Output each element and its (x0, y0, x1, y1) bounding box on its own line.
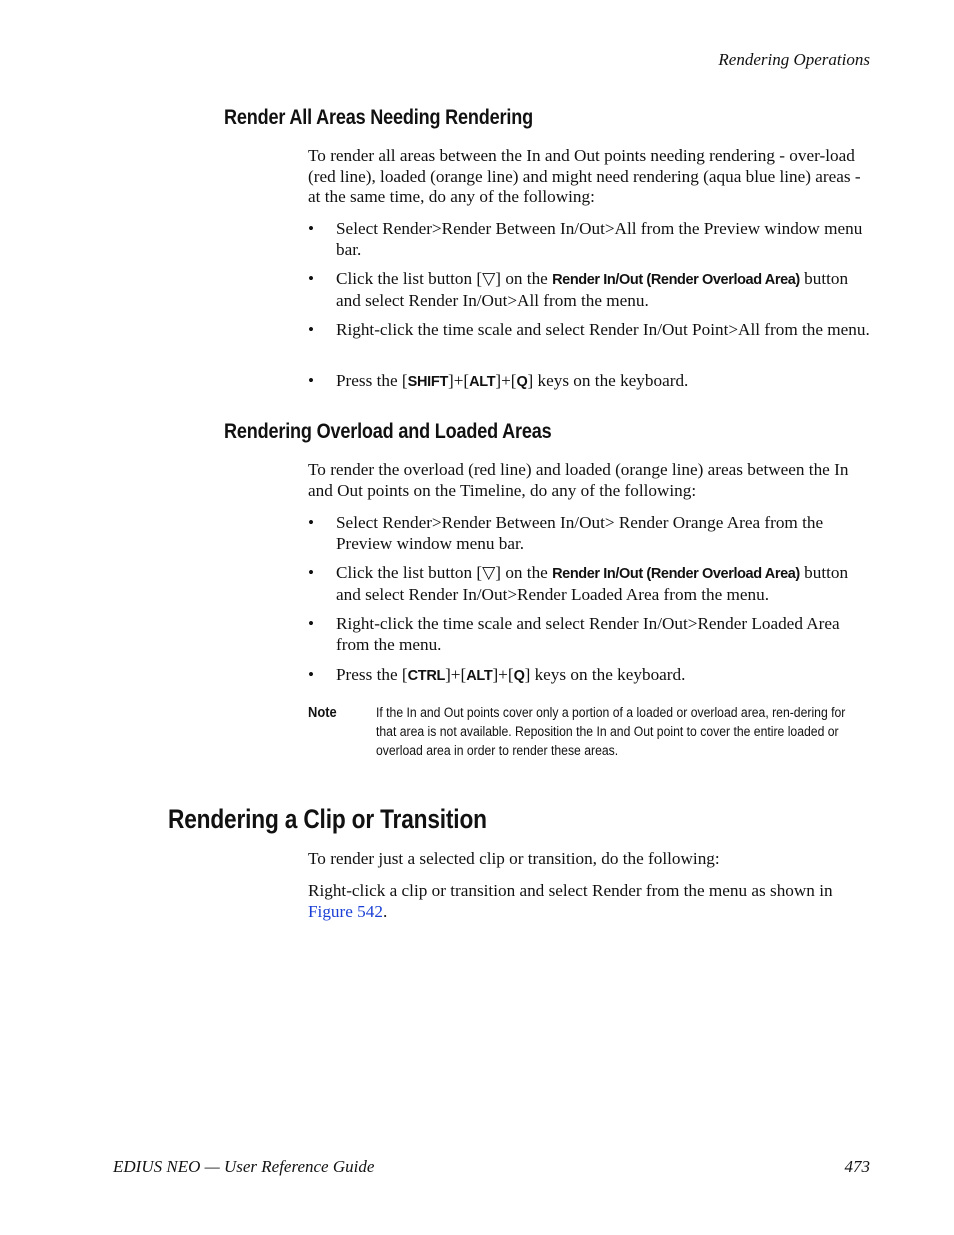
keyboard-key: SHIFT (407, 374, 448, 390)
bullet-icon: • (308, 513, 315, 532)
ui-button-name: Render In/Out (Render Overload Area) (552, 566, 800, 582)
list-item-text: Right-click the time scale and select Render In/Out Point>All from the menu. (336, 320, 870, 339)
section-heading-clip-transition: Rendering a Clip or Transition (168, 804, 487, 834)
note-label: Note (308, 704, 337, 721)
section-heading-overload-loaded: Rendering Overload and Loaded Areas (224, 420, 552, 443)
list-item-text: Click the list button [▽] on the Render In/Out (Render Overload Area) button and select Render In/Out>All from the menu. (336, 269, 849, 310)
bullet-icon: • (308, 269, 315, 288)
bullet-icon: • (308, 614, 315, 633)
keyboard-key: ALT (466, 668, 493, 684)
bullet-icon: • (308, 563, 315, 582)
page-number: 473 (844, 1157, 870, 1176)
keyboard-key: ALT (469, 374, 496, 390)
keyboard-key: Q (516, 374, 528, 390)
note-text: If the In and Out points cover only a portion of a loaded or overload area, ren-dering for that area is not available. Reposition the In and Out point to cover the entire loaded or overload area in order to render these areas. (376, 705, 846, 759)
section-heading-render-all: Render All Areas Needing Rendering (224, 106, 533, 129)
bullet-icon: • (308, 219, 315, 238)
section2-intro: To render the overload (red line) and loaded (orange line) areas between the In and Out points on the Timeline, do any of the following: (308, 460, 849, 500)
footer-guide-title: EDIUS NEO — User Reference Guide (113, 1157, 375, 1176)
keyboard-key: Q (513, 668, 525, 684)
section3-paragraph: To render just a selected clip or transition, do the following: (308, 849, 720, 868)
list-item-text: Select Render>Render Between In/Out> Render Orange Area from the Preview window menu bar. (336, 513, 824, 553)
section3-paragraph: Right-click a clip or transition and select Render from the menu as shown in Figure 542. (308, 881, 833, 921)
list-item-text: Click the list button [▽] on the Render In/Out (Render Overload Area) button and select Render In/Out>Render Loaded Area from the menu. (336, 563, 849, 604)
running-header: Rendering Operations (718, 50, 870, 69)
bullet-icon: • (308, 371, 315, 390)
list-item-text: Select Render>Render Between In/Out>All from the Preview window menu bar. (336, 219, 863, 259)
bullet-icon: • (308, 665, 315, 684)
bullet-icon: • (308, 320, 315, 339)
ui-button-name: Render In/Out (Render Overload Area) (552, 272, 800, 288)
list-item-text: Press the [SHIFT]+[ALT]+[Q] keys on the keyboard. (336, 371, 689, 390)
list-item-text: Press the [CTRL]+[ALT]+[Q] keys on the keyboard. (336, 665, 686, 684)
section1-intro: To render all areas between the In and Out points needing rendering - over-load (red line), loaded (orange line) and might need rendering (aqua blue line) areas - at the same time, do any of the following: (308, 146, 861, 206)
keyboard-key: CTRL (407, 668, 446, 684)
list-item-text: Right-click the time scale and select Render In/Out>Render Loaded Area from the menu. (336, 614, 840, 654)
figure-link[interactable]: Figure 542 (308, 901, 383, 921)
